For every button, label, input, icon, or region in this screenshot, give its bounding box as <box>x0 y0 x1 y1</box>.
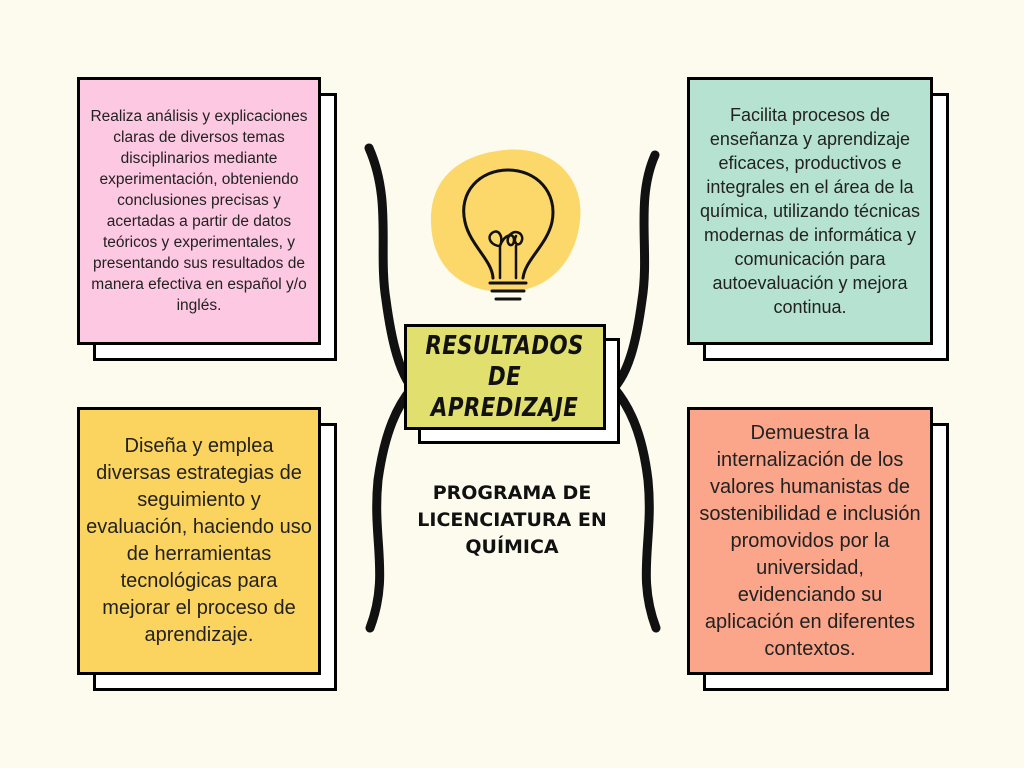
card-bottom-left <box>77 407 337 691</box>
diagram-title: RESULTADOS DE APREDIZAJE <box>425 330 585 423</box>
card-text: Realiza análisis y explicaciones claras de diversos temas disciplinarios mediante experimentación, obteniendo conclusiones precisas y acertadas a partir de datos teóricos y experimentales, y presentando sus resultados de manera efectiva en español y/o inglés. <box>90 108 308 314</box>
card-face <box>687 407 933 675</box>
card-top-left <box>77 77 337 361</box>
card-text: Demuestra la internalización de los valores humanistas de sostenibilidad e inclusión promovidos por la universidad, evidenciando su aplicación en diferentes contextos. <box>699 421 921 660</box>
lightbulb-icon <box>431 149 581 299</box>
card-top-right <box>687 77 949 361</box>
card-text: Diseña y emplea diversas estrategias de seguimiento y evaluación, haciendo uso de herramientas tecnológicas para mejorar el proceso de aprendizaje. <box>86 435 312 646</box>
title-card <box>404 324 620 444</box>
card-face <box>77 407 321 675</box>
title-face <box>404 324 606 430</box>
card-face <box>77 77 321 345</box>
card-face <box>687 77 933 345</box>
card-bottom-right <box>687 407 949 691</box>
program-subtitle: PROGRAMA DE LICENCIATURA EN QUÍMICA <box>417 482 607 558</box>
card-text: Facilita procesos de enseñanza y aprendizaje eficaces, productivos e integrales en el área de la química, utilizando técnicas modernas de informática y comunicación para autoevaluación y mejora continua. <box>699 105 921 317</box>
